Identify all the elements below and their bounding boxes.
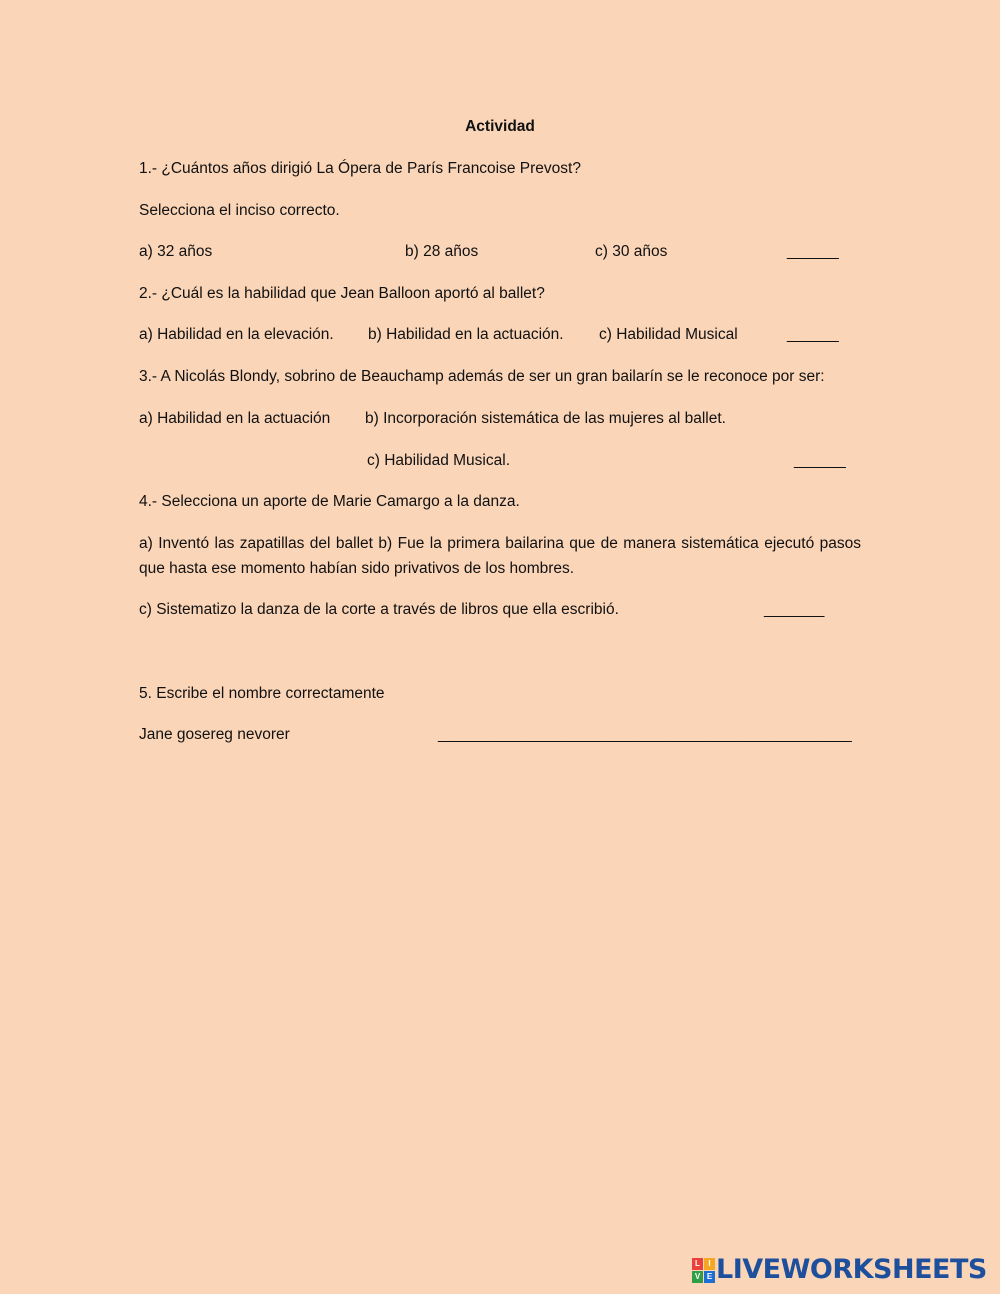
logo-mark-letter: V [692, 1271, 703, 1283]
question-5-text: 5. Escribe el nombre correctamente [139, 685, 385, 702]
q3-option-b: b) Incorporación sistemática de las mujeres al ballet. [365, 410, 726, 427]
liveworksheets-logo-mark-icon [692, 1258, 714, 1282]
page-title: Actividad [465, 118, 535, 135]
liveworksheets-logo [692, 1254, 987, 1285]
q3-option-a: a) Habilidad en la actuación [139, 410, 331, 427]
q4-options-ab: a) Inventó las zapatillas del ballet b) Fue la primera bailarina que de manera sistemática ejecutó pasos que hasta ese momento habían sido privativos de los hombres. [139, 535, 861, 577]
q5-scrambled-name: Jane gosereg nevorer [139, 726, 290, 743]
logo-mark-letter: L [692, 1258, 703, 1270]
q2-answer-blank[interactable]: ______ [787, 326, 839, 343]
question-1-text: 1.- ¿Cuántos años dirigió La Ópera de París Francoise Prevost? [139, 160, 581, 177]
q4-option-c: c) Sistematizo la danza de la corte a través de libros que ella escribió. [139, 601, 619, 618]
question-3-text: 3.- A Nicolás Blondy, sobrino de Beauchamp además de ser un gran bailarín se le reconoce por ser: [139, 368, 825, 385]
q1-option-c: c) 30 años [595, 243, 668, 260]
q1-answer-blank[interactable]: ______ [787, 243, 839, 260]
question-2-text: 2.- ¿Cuál es la habilidad que Jean Balloon aportó al ballet? [139, 285, 545, 302]
q2-option-a: a) Habilidad en la elevación. [139, 326, 334, 343]
q4-answer-blank[interactable]: _______ [764, 601, 825, 618]
q2-option-c: c) Habilidad Musical [599, 326, 738, 343]
q2-option-b: b) Habilidad en la actuación. [368, 326, 564, 343]
q3-option-c: c) Habilidad Musical. [367, 452, 510, 469]
q1-option-b: b) 28 años [405, 243, 479, 260]
liveworksheets-logo-text: LIVEWORKSHEETS [716, 1254, 987, 1285]
logo-mark-letter: I [704, 1258, 715, 1270]
q3-answer-blank[interactable]: ______ [794, 452, 846, 469]
logo-mark-letter: E [704, 1271, 715, 1283]
question-1-instruction: Selecciona el inciso correcto. [139, 202, 340, 219]
question-4-text: 4.- Selecciona un aporte de Marie Camargo a la danza. [139, 493, 520, 510]
q1-option-a: a) 32 años [139, 243, 213, 260]
q5-answer-blank[interactable]: ________________________________________________ [438, 726, 852, 743]
